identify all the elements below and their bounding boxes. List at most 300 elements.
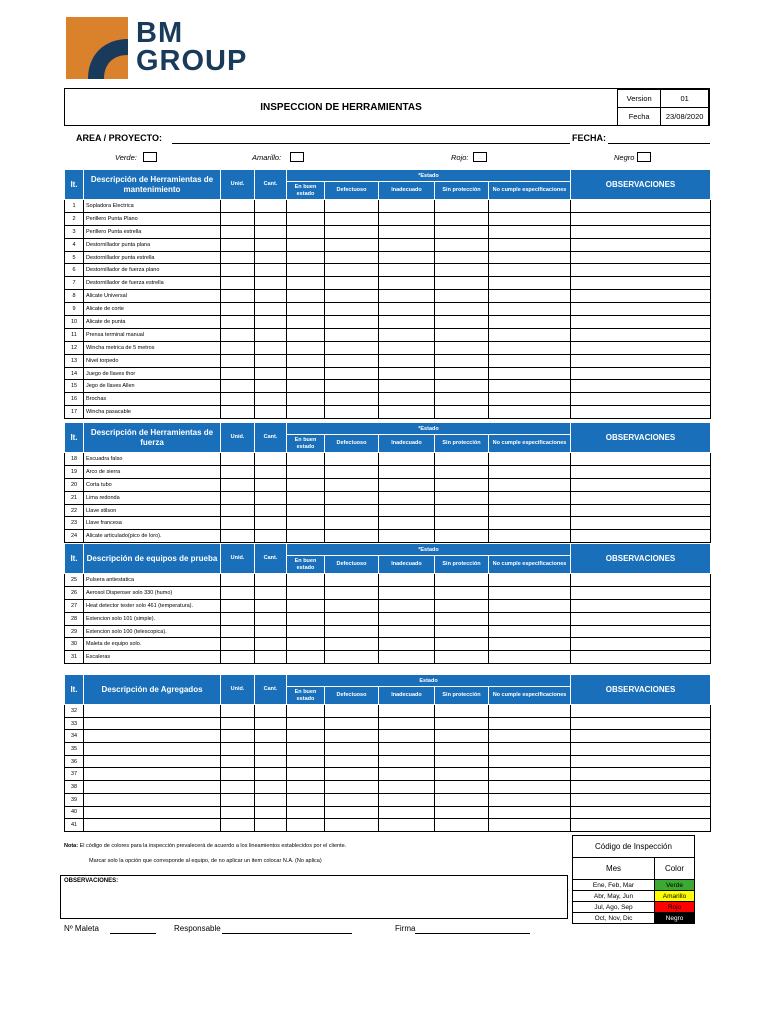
item-cell[interactable] (325, 393, 379, 406)
item-cell[interactable] (221, 225, 255, 238)
item-cell[interactable] (221, 517, 255, 530)
item-cell[interactable] (379, 599, 435, 612)
responsable-field[interactable] (222, 933, 352, 934)
item-cell[interactable] (489, 530, 571, 543)
item-cell[interactable] (255, 354, 287, 367)
item-cell[interactable] (287, 354, 325, 367)
item-cell[interactable] (379, 290, 435, 303)
item-cell[interactable] (435, 755, 489, 768)
item-cell[interactable] (489, 303, 571, 316)
item-cell[interactable] (221, 793, 255, 806)
item-cell[interactable] (571, 517, 711, 530)
item-cell[interactable] (325, 586, 379, 599)
item-cell[interactable] (255, 341, 287, 354)
item-cell[interactable] (571, 290, 711, 303)
item-cell[interactable] (287, 651, 325, 664)
item-cell[interactable] (325, 491, 379, 504)
item-cell[interactable] (325, 638, 379, 651)
item-cell[interactable] (379, 625, 435, 638)
item-cell[interactable] (287, 612, 325, 625)
item-cell[interactable] (571, 651, 711, 664)
item-cell[interactable] (255, 264, 287, 277)
item-cell[interactable] (255, 238, 287, 251)
item-cell[interactable] (255, 453, 287, 466)
item-cell[interactable] (255, 277, 287, 290)
item-cell[interactable] (287, 638, 325, 651)
item-cell[interactable] (325, 367, 379, 380)
item-cell[interactable] (255, 781, 287, 794)
item-cell[interactable] (325, 290, 379, 303)
item-cell[interactable] (571, 453, 711, 466)
item-cell[interactable] (325, 200, 379, 213)
item-cell[interactable] (489, 743, 571, 756)
item-cell[interactable] (435, 393, 489, 406)
item-cell[interactable] (287, 316, 325, 329)
item-cell[interactable] (379, 819, 435, 832)
item-cell[interactable] (287, 743, 325, 756)
item-cell[interactable] (489, 251, 571, 264)
item-cell[interactable] (221, 367, 255, 380)
item-cell[interactable] (571, 730, 711, 743)
item-cell[interactable] (435, 574, 489, 587)
item-cell[interactable] (287, 393, 325, 406)
item-cell[interactable] (435, 819, 489, 832)
maleta-field[interactable] (110, 933, 156, 934)
item-cell[interactable] (255, 806, 287, 819)
firma-field[interactable] (415, 933, 530, 934)
item-cell[interactable] (489, 465, 571, 478)
item-cell[interactable] (571, 819, 711, 832)
item-cell[interactable] (287, 341, 325, 354)
item-cell[interactable] (489, 478, 571, 491)
item-cell[interactable] (221, 730, 255, 743)
item-cell[interactable] (489, 264, 571, 277)
item-cell[interactable] (571, 705, 711, 718)
item-cell[interactable] (221, 491, 255, 504)
item-cell[interactable] (379, 651, 435, 664)
item-cell[interactable] (435, 264, 489, 277)
item-cell[interactable] (379, 574, 435, 587)
item-cell[interactable] (489, 328, 571, 341)
item-cell[interactable] (435, 806, 489, 819)
item-cell[interactable] (489, 651, 571, 664)
item-cell[interactable] (571, 806, 711, 819)
item-cell[interactable] (435, 200, 489, 213)
item-cell[interactable] (379, 264, 435, 277)
item-cell[interactable] (379, 380, 435, 393)
item-cell[interactable] (435, 277, 489, 290)
item-cell[interactable] (221, 806, 255, 819)
item-cell[interactable] (325, 730, 379, 743)
item-cell[interactable] (287, 406, 325, 419)
item-cell[interactable] (255, 393, 287, 406)
item-cell[interactable] (255, 290, 287, 303)
item-cell[interactable] (435, 328, 489, 341)
item-cell[interactable] (489, 393, 571, 406)
item-cell[interactable] (287, 238, 325, 251)
item-cell[interactable] (489, 367, 571, 380)
item-cell[interactable] (435, 478, 489, 491)
item-cell[interactable] (287, 264, 325, 277)
item-cell[interactable] (379, 316, 435, 329)
item-cell[interactable] (255, 638, 287, 651)
item-cell[interactable] (435, 225, 489, 238)
item-cell[interactable] (435, 743, 489, 756)
item-cell[interactable] (325, 793, 379, 806)
item-cell[interactable] (379, 367, 435, 380)
item-cell[interactable] (221, 574, 255, 587)
item-cell[interactable] (435, 354, 489, 367)
item-cell[interactable] (255, 251, 287, 264)
item-cell[interactable] (287, 251, 325, 264)
fecha-field[interactable] (608, 143, 710, 144)
negro-checkbox[interactable] (637, 152, 651, 162)
item-cell[interactable] (255, 612, 287, 625)
item-cell[interactable] (489, 574, 571, 587)
item-cell[interactable] (489, 406, 571, 419)
item-cell[interactable] (255, 530, 287, 543)
item-cell[interactable] (379, 406, 435, 419)
item-cell[interactable] (435, 781, 489, 794)
item-cell[interactable] (287, 290, 325, 303)
item-cell[interactable] (325, 806, 379, 819)
item-cell[interactable] (379, 517, 435, 530)
item-cell[interactable] (489, 612, 571, 625)
item-cell[interactable] (435, 212, 489, 225)
item-cell[interactable] (435, 705, 489, 718)
item-cell[interactable] (221, 453, 255, 466)
item-cell[interactable] (221, 316, 255, 329)
item-cell[interactable] (379, 612, 435, 625)
item-cell[interactable] (435, 586, 489, 599)
item-cell[interactable] (571, 755, 711, 768)
item-cell[interactable] (325, 781, 379, 794)
item-cell[interactable] (287, 200, 325, 213)
item-cell[interactable] (489, 768, 571, 781)
item-cell[interactable] (287, 303, 325, 316)
item-cell[interactable] (379, 717, 435, 730)
item-cell[interactable] (489, 625, 571, 638)
item-cell[interactable] (379, 781, 435, 794)
item-cell[interactable] (571, 717, 711, 730)
item-cell[interactable] (435, 406, 489, 419)
item-cell[interactable] (255, 717, 287, 730)
item-cell[interactable] (489, 793, 571, 806)
item-cell[interactable] (325, 453, 379, 466)
item-cell[interactable] (435, 465, 489, 478)
item-cell[interactable] (571, 793, 711, 806)
item-cell[interactable] (287, 755, 325, 768)
item-cell[interactable] (221, 599, 255, 612)
item-cell[interactable] (489, 717, 571, 730)
item-cell[interactable] (571, 212, 711, 225)
item-cell[interactable] (287, 530, 325, 543)
item-cell[interactable] (489, 517, 571, 530)
item-cell[interactable] (221, 586, 255, 599)
item-cell[interactable] (379, 478, 435, 491)
item-cell[interactable] (221, 743, 255, 756)
item-cell[interactable] (221, 380, 255, 393)
item-cell[interactable] (435, 730, 489, 743)
item-cell[interactable] (571, 625, 711, 638)
item-cell[interactable] (379, 743, 435, 756)
item-cell[interactable] (255, 517, 287, 530)
item-cell[interactable] (379, 638, 435, 651)
item-cell[interactable] (255, 768, 287, 781)
item-cell[interactable] (221, 612, 255, 625)
item-cell[interactable] (571, 238, 711, 251)
item-cell[interactable] (489, 380, 571, 393)
item-cell[interactable] (325, 251, 379, 264)
item-cell[interactable] (287, 819, 325, 832)
item-cell[interactable] (221, 354, 255, 367)
item-cell[interactable] (571, 393, 711, 406)
item-cell[interactable] (325, 574, 379, 587)
item-cell[interactable] (489, 453, 571, 466)
item-cell[interactable] (287, 504, 325, 517)
item-cell[interactable] (379, 277, 435, 290)
item-cell[interactable] (489, 755, 571, 768)
item-cell[interactable] (379, 491, 435, 504)
item-cell[interactable] (221, 768, 255, 781)
item-cell[interactable] (435, 612, 489, 625)
item-cell[interactable] (379, 755, 435, 768)
item-cell[interactable] (571, 743, 711, 756)
item-cell[interactable] (489, 200, 571, 213)
item-cell[interactable] (379, 730, 435, 743)
item-cell[interactable] (287, 717, 325, 730)
item-cell[interactable] (287, 705, 325, 718)
item-cell[interactable] (325, 612, 379, 625)
item-cell[interactable] (255, 574, 287, 587)
item-cell[interactable] (489, 781, 571, 794)
item-cell[interactable] (221, 755, 255, 768)
item-cell[interactable] (435, 251, 489, 264)
item-cell[interactable] (287, 491, 325, 504)
item-cell[interactable] (325, 743, 379, 756)
item-cell[interactable] (255, 793, 287, 806)
item-cell[interactable] (489, 819, 571, 832)
item-cell[interactable] (489, 806, 571, 819)
item-cell[interactable] (489, 705, 571, 718)
item-cell[interactable] (489, 638, 571, 651)
item-cell[interactable] (435, 793, 489, 806)
item-cell[interactable] (379, 806, 435, 819)
item-cell[interactable] (221, 638, 255, 651)
verde-checkbox[interactable] (143, 152, 157, 162)
item-cell[interactable] (379, 586, 435, 599)
item-cell[interactable] (255, 586, 287, 599)
item-cell[interactable] (379, 793, 435, 806)
item-cell[interactable] (221, 651, 255, 664)
item-cell[interactable] (255, 200, 287, 213)
item-cell[interactable] (379, 768, 435, 781)
item-cell[interactable] (325, 717, 379, 730)
item-cell[interactable] (379, 504, 435, 517)
item-cell[interactable] (221, 341, 255, 354)
rojo-checkbox[interactable] (473, 152, 487, 162)
item-cell[interactable] (221, 478, 255, 491)
item-cell[interactable] (571, 530, 711, 543)
item-cell[interactable] (435, 341, 489, 354)
item-cell[interactable] (221, 290, 255, 303)
item-cell[interactable] (325, 478, 379, 491)
item-cell[interactable] (379, 393, 435, 406)
item-cell[interactable] (221, 264, 255, 277)
item-cell[interactable] (221, 277, 255, 290)
item-cell[interactable] (221, 504, 255, 517)
item-cell[interactable] (325, 225, 379, 238)
item-cell[interactable] (571, 406, 711, 419)
item-cell[interactable] (435, 530, 489, 543)
item-cell[interactable] (571, 491, 711, 504)
item-cell[interactable] (571, 465, 711, 478)
item-cell[interactable] (489, 504, 571, 517)
item-cell[interactable] (435, 238, 489, 251)
item-cell[interactable] (325, 599, 379, 612)
item-cell[interactable] (255, 705, 287, 718)
item-cell[interactable] (221, 328, 255, 341)
item-cell[interactable] (287, 517, 325, 530)
item-cell[interactable] (287, 367, 325, 380)
item-cell[interactable] (489, 290, 571, 303)
item-cell[interactable] (221, 251, 255, 264)
item-cell[interactable] (287, 478, 325, 491)
item-cell[interactable] (379, 238, 435, 251)
item-cell[interactable] (287, 574, 325, 587)
item-cell[interactable] (287, 380, 325, 393)
item-cell[interactable] (255, 651, 287, 664)
item-cell[interactable] (287, 453, 325, 466)
item-cell[interactable] (571, 367, 711, 380)
item-cell[interactable] (287, 586, 325, 599)
item-cell[interactable] (489, 586, 571, 599)
item-cell[interactable] (287, 225, 325, 238)
item-cell[interactable] (325, 465, 379, 478)
item-cell[interactable] (325, 705, 379, 718)
item-cell[interactable] (489, 491, 571, 504)
item-cell[interactable] (221, 238, 255, 251)
item-cell[interactable] (221, 530, 255, 543)
item-cell[interactable] (325, 328, 379, 341)
item-cell[interactable] (325, 768, 379, 781)
item-cell[interactable] (571, 303, 711, 316)
item-cell[interactable] (221, 625, 255, 638)
item-cell[interactable] (255, 465, 287, 478)
item-cell[interactable] (255, 328, 287, 341)
item-cell[interactable] (489, 354, 571, 367)
item-cell[interactable] (221, 705, 255, 718)
item-cell[interactable] (221, 303, 255, 316)
item-cell[interactable] (435, 768, 489, 781)
item-cell[interactable] (255, 743, 287, 756)
item-cell[interactable] (489, 341, 571, 354)
item-cell[interactable] (379, 212, 435, 225)
item-cell[interactable] (287, 328, 325, 341)
item-cell[interactable] (325, 406, 379, 419)
item-cell[interactable] (287, 212, 325, 225)
item-cell[interactable] (325, 651, 379, 664)
area-field[interactable] (172, 143, 570, 144)
item-cell[interactable] (435, 303, 489, 316)
item-cell[interactable] (379, 200, 435, 213)
item-cell[interactable] (435, 599, 489, 612)
item-cell[interactable] (571, 586, 711, 599)
item-cell[interactable] (255, 755, 287, 768)
item-cell[interactable] (287, 465, 325, 478)
item-cell[interactable] (435, 316, 489, 329)
item-cell[interactable] (325, 380, 379, 393)
item-cell[interactable] (435, 491, 489, 504)
item-cell[interactable] (379, 354, 435, 367)
item-cell[interactable] (435, 638, 489, 651)
item-cell[interactable] (571, 200, 711, 213)
item-cell[interactable] (325, 341, 379, 354)
item-cell[interactable] (287, 277, 325, 290)
amarillo-checkbox[interactable] (290, 152, 304, 162)
item-cell[interactable] (255, 478, 287, 491)
item-cell[interactable] (325, 530, 379, 543)
item-cell[interactable] (287, 768, 325, 781)
item-cell[interactable] (325, 264, 379, 277)
item-cell[interactable] (571, 316, 711, 329)
item-cell[interactable] (287, 625, 325, 638)
item-cell[interactable] (287, 806, 325, 819)
item-cell[interactable] (255, 303, 287, 316)
item-cell[interactable] (221, 212, 255, 225)
item-cell[interactable] (325, 819, 379, 832)
item-cell[interactable] (221, 200, 255, 213)
item-cell[interactable] (325, 212, 379, 225)
item-cell[interactable] (221, 717, 255, 730)
item-cell[interactable] (489, 316, 571, 329)
item-cell[interactable] (221, 465, 255, 478)
item-cell[interactable] (379, 251, 435, 264)
item-cell[interactable] (325, 238, 379, 251)
item-cell[interactable] (287, 599, 325, 612)
item-cell[interactable] (571, 380, 711, 393)
item-cell[interactable] (571, 599, 711, 612)
item-cell[interactable] (435, 651, 489, 664)
item-cell[interactable] (379, 530, 435, 543)
item-cell[interactable] (287, 793, 325, 806)
item-cell[interactable] (489, 730, 571, 743)
item-cell[interactable] (435, 380, 489, 393)
item-cell[interactable] (255, 212, 287, 225)
item-cell[interactable] (255, 316, 287, 329)
item-cell[interactable] (287, 730, 325, 743)
item-cell[interactable] (255, 504, 287, 517)
item-cell[interactable] (255, 380, 287, 393)
item-cell[interactable] (489, 238, 571, 251)
item-cell[interactable] (571, 251, 711, 264)
item-cell[interactable] (571, 354, 711, 367)
item-cell[interactable] (255, 599, 287, 612)
item-cell[interactable] (379, 341, 435, 354)
item-cell[interactable] (489, 212, 571, 225)
item-cell[interactable] (325, 316, 379, 329)
item-cell[interactable] (435, 290, 489, 303)
item-cell[interactable] (571, 277, 711, 290)
item-cell[interactable] (221, 781, 255, 794)
item-cell[interactable] (325, 354, 379, 367)
item-cell[interactable] (435, 367, 489, 380)
item-cell[interactable] (571, 768, 711, 781)
item-cell[interactable] (255, 491, 287, 504)
item-cell[interactable] (571, 638, 711, 651)
item-cell[interactable] (379, 303, 435, 316)
item-cell[interactable] (435, 517, 489, 530)
